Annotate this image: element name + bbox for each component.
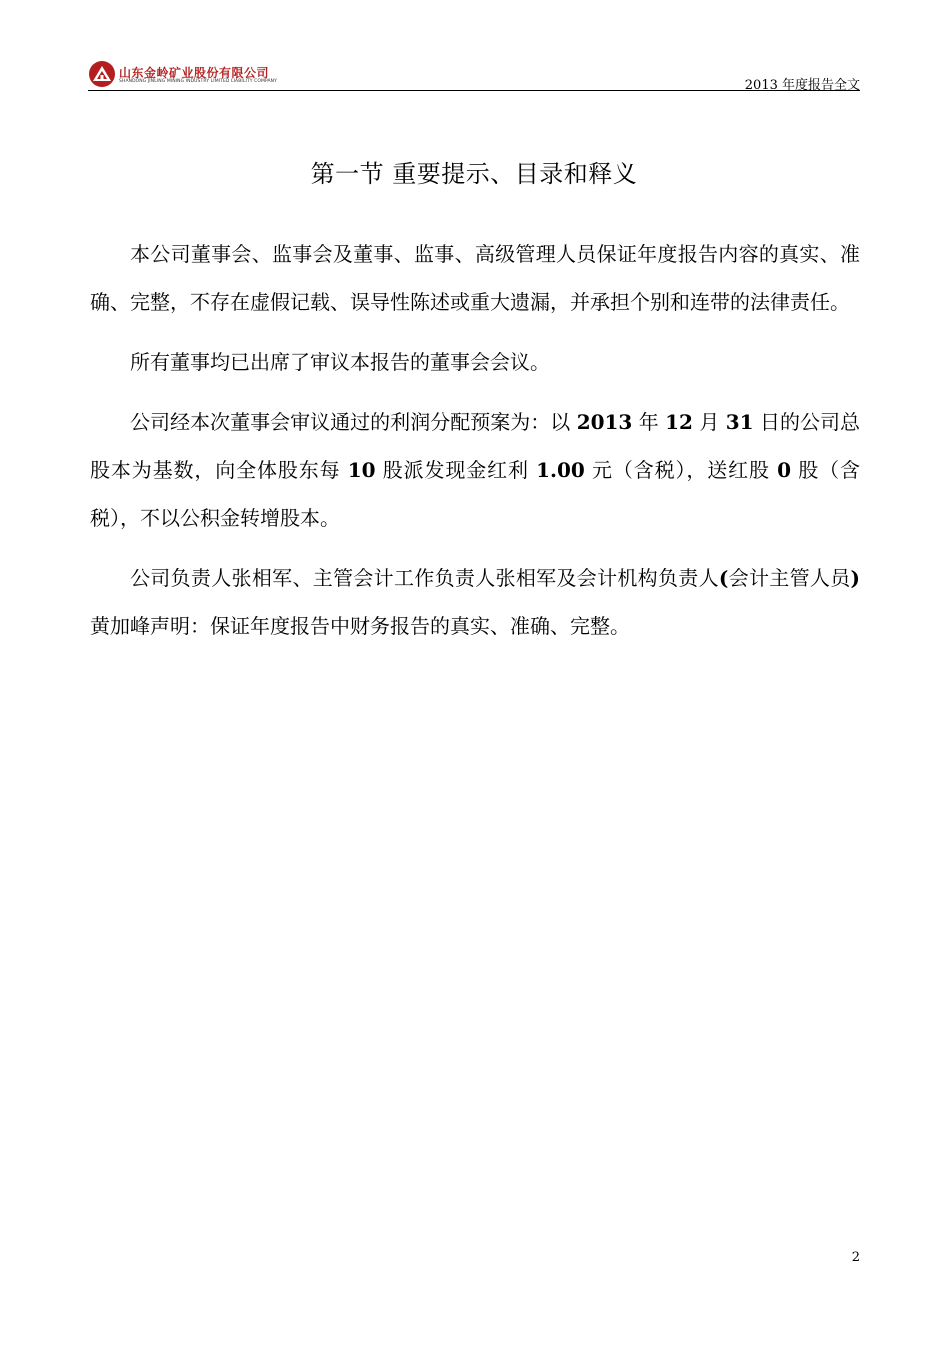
section-title: 第一节 重要提示、目录和释义 <box>310 160 638 188</box>
company-logo-icon <box>88 60 116 88</box>
paragraph-responsibility: 本公司董事会、监事会及董事、监事、高级管理人员保证年度报告内容的真实、准确、完整，不存在虚假记载、误导性陈述或重大遗漏，并承担个别和连带的法律责任。 <box>90 242 860 314</box>
company-name-cn: 山东金岭矿业股份有限公司 <box>119 66 270 80</box>
page-number: 2 <box>851 1250 860 1265</box>
company-logo <box>88 58 348 90</box>
company-name-en: SHANDONG JINLING MINING INDUSTRY LIMITED LIABILITY COMPANY <box>119 79 277 84</box>
page-header <box>88 58 860 93</box>
paragraph-attendance: 所有董事均已出席了审议本报告的董事会会议。 <box>130 350 550 374</box>
report-label: 2013 年度报告全文 <box>744 78 860 93</box>
paragraph-profit-distribution: 公司经本次董事会审议通过的利润分配预案为：以 2013 年 12 月 31 日的公司总股本为基数，向全体股东每 10 股派发现金红利 1.00 元（含税），送红股 0 股（含税），不以公积金转增股本。 <box>90 410 861 530</box>
header-divider <box>88 90 860 91</box>
paragraph-financial-statement: 公司负责人张相军、主管会计工作负责人张相军及会计机构负责人(会计主管人员)黄加峰声明：保证年度报告中财务报告的真实、准确、完整。 <box>90 566 861 638</box>
body-text <box>90 230 860 662</box>
